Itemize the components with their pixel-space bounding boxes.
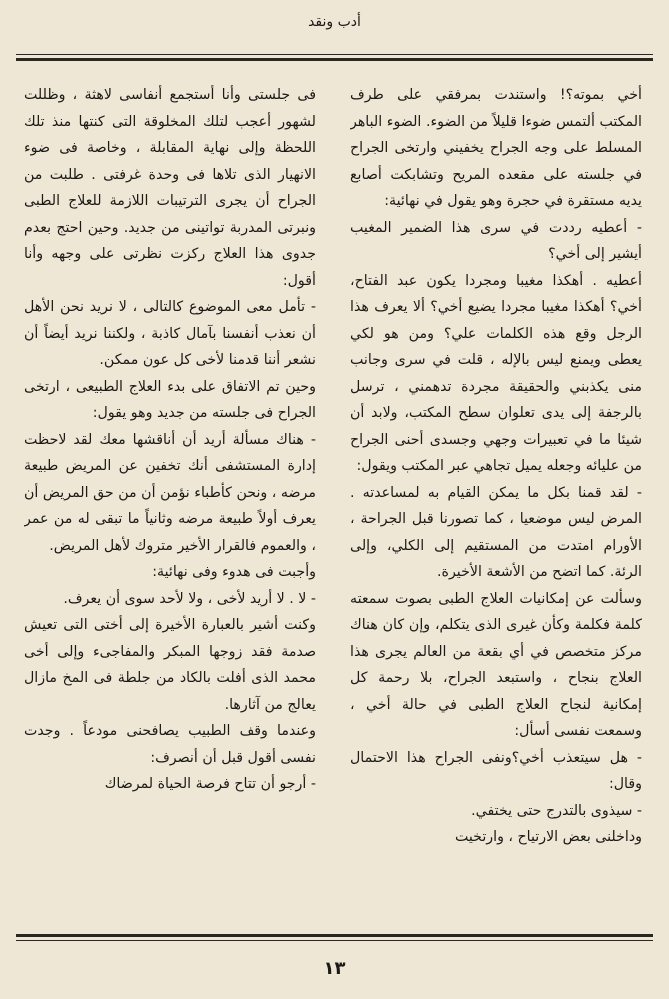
header-rule-thick [16,58,653,61]
paragraph: وحين تم الاتفاق على بدء العلاج الطبيعى ، ارتخى الجراح فى جلسته من جديد وهو يقول: [24,378,316,421]
paragraph: وسألت عن إمكانيات العلاج الطبى بصوت سمعته كلمة فكلمة وكأن غيرى الذى يتكلم، وإن كان هناك مركز متخصص في أي بقعة من العالم يجرى هذا العلاج بنجاح ، واستبعد الجراح، بلا رحمة كل إمكانية لنجاح العلاج الطبى في حالة أخي ، وسمعت نفسى أسأل: [350,590,642,739]
paragraph: - هل سيتعذب أخي؟ونفى الجراح هذا الاحتمال وقال: [350,749,642,792]
header-rule-thin [16,54,653,55]
footer-rule-thin [16,940,653,941]
footer-rule-thick [16,934,653,937]
page-number: ١٣ [323,958,346,979]
paragraph: فى جلستى وأنا أستجمع أنفاسى لاهثة ، وظللت لشهور أعجب لتلك المخلوقة التى كنتها منذ تلك اللحظة وإلى نهاية المقابلة ، وخاصة فى ضوء الانهيار الذى تلاها فى وحدة غرفتى . طلبت من الجراح أن يجرى الترتيبات اللازمة للعلاج الطبى ونبرتى المدربة تواتينى من جديد. وحين احتج بعدم جدوى هذا العلاج ركزت نظرتى على وجهه وأنا أقول: [24,87,316,289]
paragraph: أخي بموته؟! واستندت بمرفقي على طرف المكتب ألتمس ضوءا قليلاً من الضوء. الضوء الباهر المسلط على وجه الجراح يخفيني وارتخى الجراح في جلسته على مقعده المريح وتشابكت أصابع يديه مستقرة في حجرة وهو يقول في نهائية: [350,87,642,209]
paragraph: - أرجو أن تتاح فرصة الحياة لمرضاك [104,776,316,792]
paragraph: وداخلنى بعض الارتياح ، وارتخيت [454,829,642,845]
paragraph: - سيذوى بالتدرج حتى يختفي. [471,802,642,819]
right-column [350,82,642,912]
left-column [24,82,316,912]
paragraph: - أعطيه رددت في سرى هذا الضمير المغيب أيشير إلى أخي؟ [350,219,642,262]
paragraph: - لا . لا أريد لأخى ، ولا لأحد سوى أن يعرف. [63,590,316,607]
paragraph: - تأمل معى الموضوع كالتالى ، لا نريد نحن الأهل أن نعذب أنفسنا بآمال كاذبة ، ولكننا نريد أيضاً أن نشعر أننا قدمنا لأخى كل عون ممكن. [24,299,316,368]
paragraph: وكنت أشير بالعبارة الأخيرة إلى أختى التى تعيش صدمة فقد زوجها المبكر والمفاجىء وإلى أخى محمد الذى أفلت بالكاد من جلطة فى المخ مازال يعالج من آثارها. [24,617,316,713]
paragraph: وعندما وقف الطبيب يصافحنى مودعاً . وجدت نفسى أقول قبل أن أنصرف: [24,723,316,766]
paragraph: أعطيه . أهكذا مغيبا ومجردا يكون عبد الفتاح، أخي؟ أهكذا مغيبا مجردا يضيع أخي؟ ألا يعرف هذا الرجل وقع هذه الكلمات علي؟ ومن هو لكي يعطى ويمنع ليس بالإله ، قلت في سرى وجانب منى يكذبني والحقيقة مجردة تدهمني ، ترسل بالرجفة إلى يدى تعلوان سطح المكتب، ولابد أن شيئا ما في تعبيرات وجهي وجسدى أحنى الجراح من عليائه وجعله يميل تجاهي عبر المكتب ويقول: [350,272,642,474]
paragraph: وأجبت فى هدوء وفى نهائية: [152,564,316,580]
section-title: أدب ونقد [308,14,361,30]
paragraph: - هناك مسألة أريد أن أناقشها معك لقد لاحظت إدارة المستشفى أنك تخفين عن المريض طبيعة مرضه ، ونحن كأطباء نؤمن أن من حق المريض أن يعرف أولاً طبيعة مرضه وثانياً ما تبقى له من عمر ، والعموم فالقرار الأخير متروك لأهل المريض. [24,431,316,554]
paragraph: - لقد قمنا بكل ما يمكن القيام به لمساعدته . المرض ليس موضعيا ، كما تصورنا قبل الجراحة ، الأورام امتدت من المستقيم إلى الكلي، وإلى الرئة. كما اتضح من الأشعة الأخيرة. [350,484,642,580]
